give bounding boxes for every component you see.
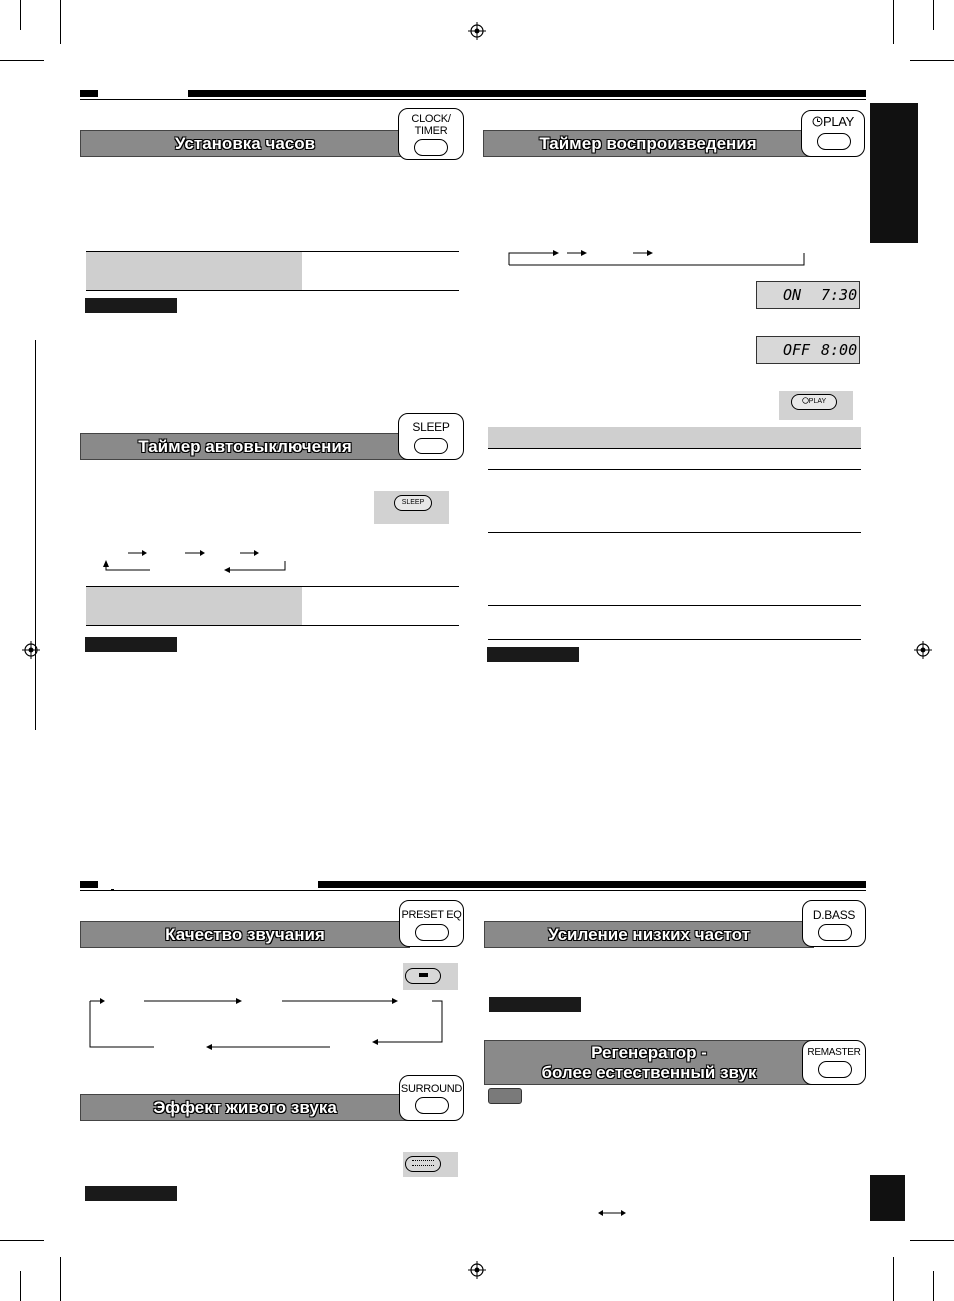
- bass-section-bar: [484, 921, 814, 948]
- play-timer-section-bar: [483, 130, 813, 157]
- clock-timer-button-label: CLOCK/ TIMER: [411, 113, 451, 137]
- surround-button-label: SURROUND: [400, 1083, 463, 1095]
- crop-mark: [0, 60, 44, 61]
- on-display-time: 7:30: [821, 286, 858, 304]
- note-tag: [85, 637, 177, 652]
- table-bottom-line: [86, 290, 459, 291]
- play-table-line: [488, 469, 861, 470]
- play-table-line: [488, 605, 861, 606]
- sound-quality-section-title: Качество звучания: [165, 925, 325, 944]
- fold-line: [35, 340, 36, 730]
- sleep-cycle-diagram: [100, 545, 290, 575]
- play-timer-button-badge[interactable]: [801, 110, 865, 157]
- remaster-button-badge[interactable]: [802, 1040, 866, 1085]
- preset-eq-button-oval: [415, 924, 449, 941]
- play-timer-button-label: [802, 116, 864, 128]
- play-timer-sequence-diagram: [505, 245, 810, 267]
- surround-remote-illustration: [403, 1152, 458, 1177]
- on-display-mode: ON: [783, 286, 802, 304]
- sleep-mini-button: SLEEP: [394, 495, 432, 511]
- crop-mark: [0, 1240, 44, 1241]
- play-mini-button: [791, 394, 837, 410]
- note-tag: [487, 647, 579, 662]
- sleep-section-bar: [80, 433, 410, 460]
- table-grey-cell: [86, 587, 302, 625]
- play-timer-section-title: Таймер воспроизведения: [539, 134, 757, 153]
- bass-section-title: Усиление низких частот: [548, 925, 750, 944]
- registration-mark-icon: [22, 641, 40, 659]
- off-display-time: 8:00: [821, 341, 858, 359]
- preset-eq-button-label: PRESET EQ: [401, 909, 462, 921]
- double-arrow-icon: [598, 1208, 626, 1218]
- surround-section-bar: [80, 1094, 410, 1121]
- preset-eq-remote-illustration: [403, 963, 458, 990]
- surround-button-badge[interactable]: [399, 1075, 464, 1121]
- remaster-model-badge: [488, 1088, 522, 1104]
- crop-mark: [60, 0, 61, 44]
- crop-mark: [60, 1257, 61, 1301]
- note-tag: [489, 997, 581, 1012]
- table-bottom-line: [86, 625, 459, 626]
- registration-mark-icon: [468, 22, 486, 40]
- crop-mark: [20, 0, 21, 30]
- language-side-tab: [870, 103, 918, 243]
- registration-mark-icon: [914, 641, 932, 659]
- play-timer-button-oval: [817, 133, 851, 150]
- remaster-button-label: REMASTER: [807, 1047, 861, 1058]
- note-tag: [85, 298, 177, 313]
- crop-mark: [20, 1271, 21, 1301]
- preset-eq-button-badge[interactable]: [399, 900, 464, 947]
- play-table-line: [488, 448, 861, 449]
- dbass-button-badge[interactable]: [802, 900, 866, 947]
- crop-mark: [910, 1240, 954, 1241]
- play-table-line: [488, 639, 861, 640]
- clock-icon: [812, 116, 823, 127]
- clock-timer-button-badge[interactable]: [398, 108, 464, 160]
- on-time-display: [756, 281, 860, 309]
- play-mini-button-text: PLAY: [808, 398, 827, 405]
- sleep-remote-illustration: [374, 491, 449, 524]
- remaster-section-title-line1: Регенератор -: [591, 1043, 707, 1062]
- table-grey-cell: [86, 252, 302, 290]
- crop-mark: [933, 0, 934, 30]
- header-rule-thin: [80, 99, 866, 100]
- crop-mark: [893, 0, 894, 44]
- surround-mini-button: [405, 1156, 441, 1172]
- play-table-header: [488, 427, 861, 448]
- crop-mark: [910, 60, 954, 61]
- eq-cycle-diagram: [86, 992, 446, 1050]
- sleep-button-label: SLEEP: [412, 420, 450, 434]
- preset-eq-mini-button: [405, 968, 441, 984]
- clock-timer-button-oval: [414, 139, 448, 156]
- sleep-button-badge[interactable]: [398, 413, 464, 460]
- surround-mini-icon: [412, 1160, 434, 1166]
- dbass-button-oval: [818, 924, 852, 941]
- crop-mark: [893, 1257, 894, 1301]
- remaster-section-title-line2: более естественный звук: [541, 1063, 757, 1082]
- play-table-line: [488, 532, 861, 533]
- sleep-section-title: Таймер автовыключения: [138, 437, 352, 456]
- off-display-mode: OFF: [783, 341, 811, 359]
- clock-section-title: Установка часов: [174, 134, 316, 153]
- crop-mark: [933, 1271, 934, 1301]
- play-remote-illustration: [779, 391, 853, 420]
- surround-section-title: Эффект живого звука: [153, 1098, 337, 1117]
- header-rule: [318, 881, 866, 888]
- dbass-button-label: D.BASS: [812, 908, 856, 922]
- preset-eq-mini-icon: [419, 973, 428, 977]
- note-tag: [85, 1186, 177, 1201]
- clock-icon: [802, 397, 809, 404]
- registration-mark-icon: [468, 1261, 486, 1279]
- page-number-tab: [870, 1175, 905, 1221]
- remaster-section-bar: [484, 1040, 814, 1085]
- sleep-button-oval: [414, 438, 448, 454]
- header-marker: [80, 881, 98, 888]
- surround-button-oval: [415, 1097, 449, 1114]
- header-marker: [80, 90, 98, 97]
- header-rule-thin: [80, 890, 866, 891]
- sound-quality-section-bar: [80, 921, 410, 948]
- clock-section-bar: [80, 130, 410, 157]
- off-time-display: [756, 336, 860, 364]
- header-rule: [188, 90, 866, 97]
- play-timer-button-text: PLAY: [822, 114, 855, 129]
- remaster-button-oval: [818, 1061, 852, 1078]
